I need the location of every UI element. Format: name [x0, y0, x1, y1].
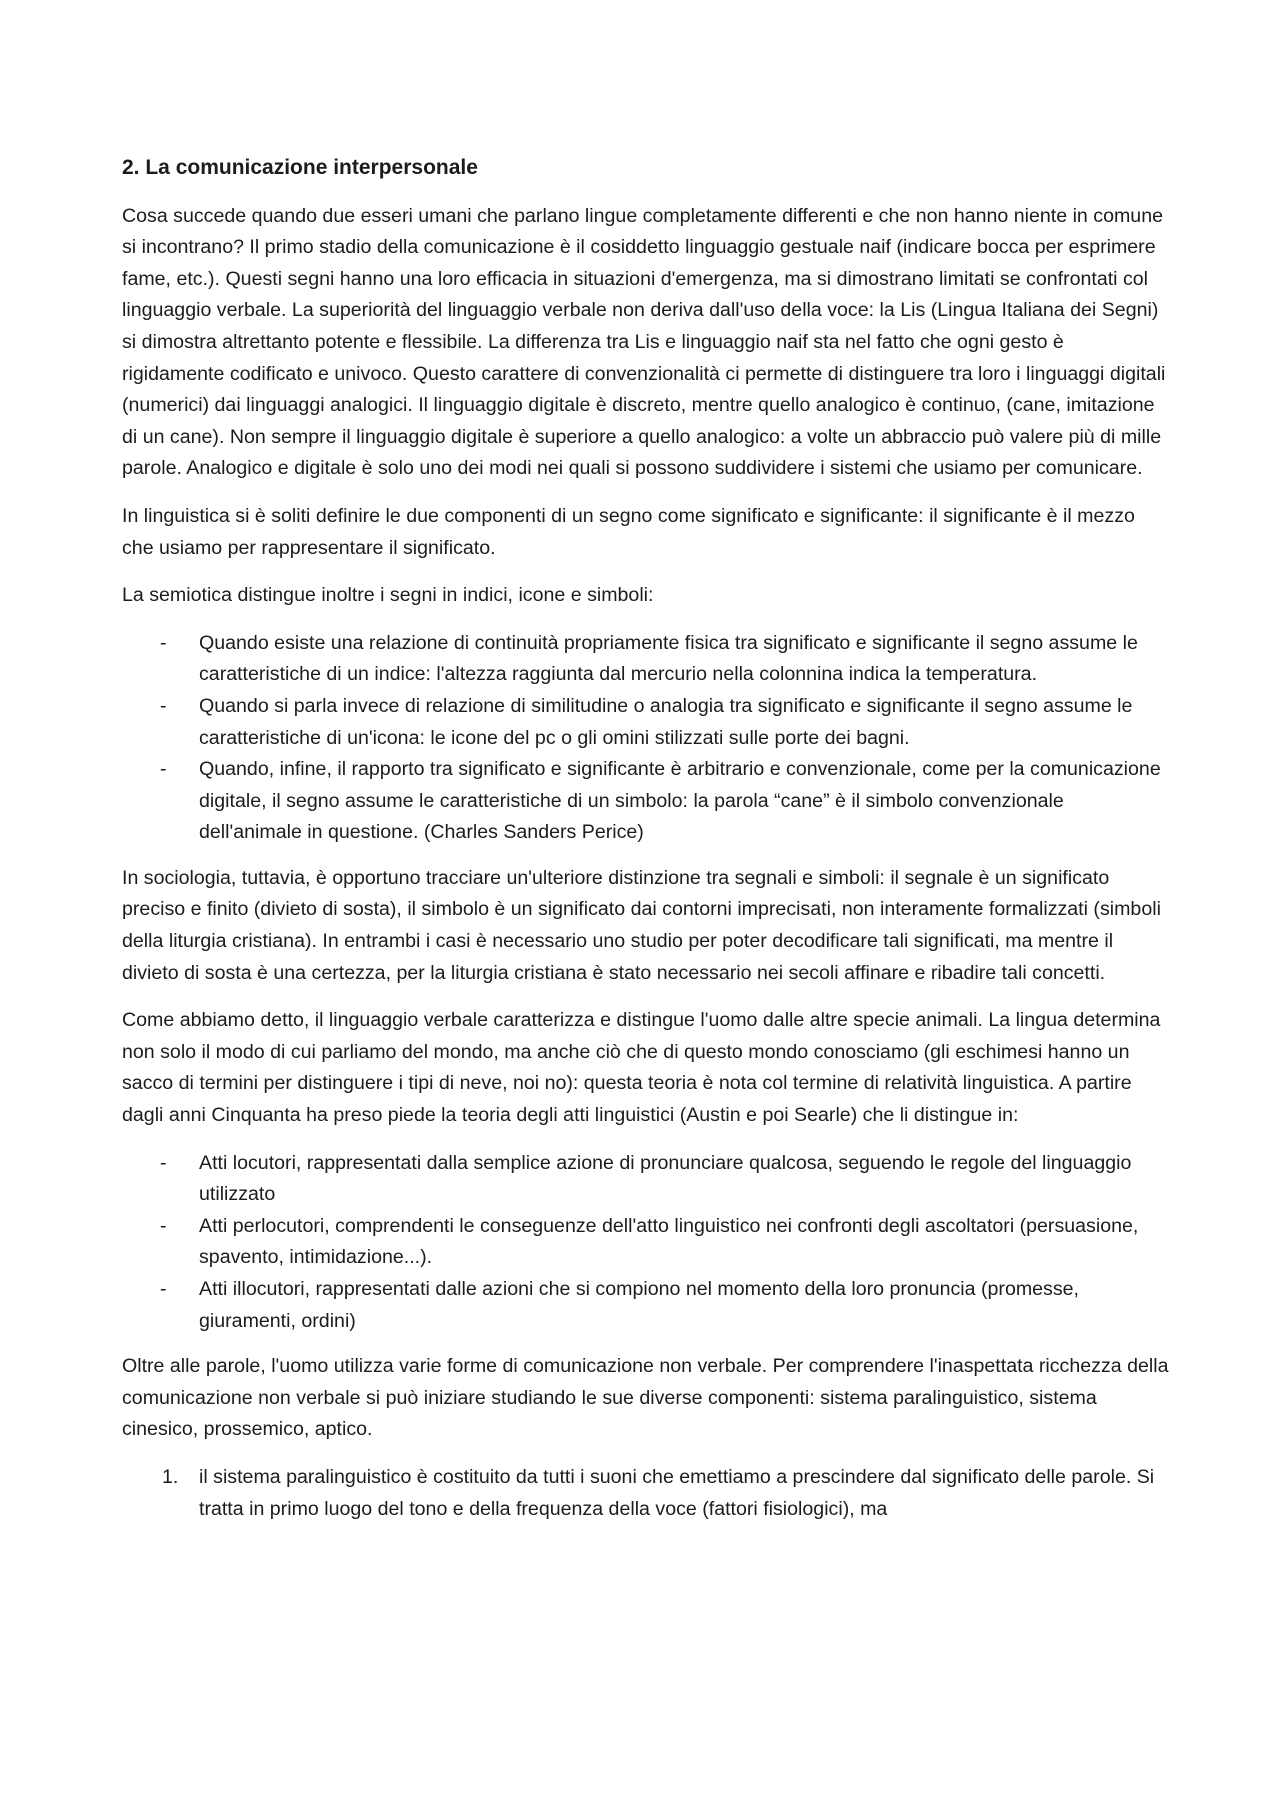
- paragraph-nonverbal-communication: Oltre alle parole, l'uomo utilizza varie forme di comunicazione non verbale. Per comprendere l'inaspettata ricchezza della comunicazione non verbale si può iniziare studiando le sue diverse componenti: sistema paralinguistico, sistema cinesico, prossemico, aptico.: [122, 1355, 1169, 1441]
- list-item: [122, 754, 1170, 849]
- list-marker: -: [160, 694, 167, 717]
- section-heading: 2. La comunicazione interpersonale: [122, 156, 478, 179]
- list-item-text: Quando esiste una relazione di continuità propriamente fisica tra significato e significante il segno assume le caratteristiche di un indice: l'altezza raggiunta dal mercurio nella colonnina indica la temperatura.: [199, 631, 1138, 686]
- list-item: [122, 1211, 1170, 1274]
- paragraph-verbal-language: Come abbiamo detto, il linguaggio verbale caratterizza e distingue l'uomo dalle altre specie animali. La lingua determina non solo il modo di cui parliamo del mondo, ma anche ciò che di questo mondo conosciamo (gli eschimesi hanno un sacco di termini per distinguere i tipi di neve, noi no): questa teoria è nota col termine di relatività linguistica. A partire dagli anni Cinquanta ha preso piede la teoria degli atti linguistici (Austin e poi Searle) che li distingue in:: [122, 1009, 1161, 1127]
- list-item: [122, 691, 1170, 754]
- list-item: [122, 1274, 1170, 1337]
- list-item: [122, 1148, 1170, 1211]
- list-nonverbal-components: [122, 1462, 1170, 1525]
- list-speech-acts: [122, 1148, 1170, 1338]
- list-sign-types: [122, 628, 1170, 849]
- list-item: [122, 628, 1170, 691]
- paragraph-sociology: In sociologia, tuttavia, è opportuno tracciare un'ulteriore distinzione tra segnali e simboli: il segnale è un significato preciso e finito (divieto di sosta), il simbolo è un significato dai contorni imprecisati, non interamente formalizzati (simboli della liturgia cristiana). In entrambi i casi è necessario uno studio per poter decodificare tali significati, ma mentre il divieto di sosta è una certezza, per la liturgia cristiana è stato necessario nei secoli affinare e ribadire tali concetti.: [122, 866, 1161, 984]
- paragraph-semiotics: La semiotica distingue inoltre i segni in indici, icone e simboli:: [122, 584, 654, 607]
- list-item-text: Atti perlocutori, comprendenti le conseguenze dell'atto linguistico nei confronti degli ascoltatori (persuasione, spavento, intimidazione...).: [199, 1214, 1139, 1269]
- list-item-text: il sistema paralinguistico è costituito da tutti i suoni che emettiamo a prescindere dal significato delle parole. Si tratta in primo luogo del tono e della frequenza della voce (fattori fisiologici), ma: [199, 1465, 1155, 1520]
- list-marker: -: [160, 1151, 167, 1174]
- list-item: [122, 1462, 1170, 1525]
- list-marker: -: [160, 758, 167, 781]
- list-marker: -: [160, 1214, 167, 1237]
- list-marker: 1.: [162, 1465, 179, 1488]
- paragraph-signifier: In linguistica si è soliti definire le due componenti di un segno come significato e significante: il significante è il mezzo che usiamo per rappresentare il significato.: [122, 504, 1135, 559]
- list-item-text: Atti illocutori, rappresentati dalle azioni che si compiono nel momento della loro pronuncia (promesse, giuramenti, ordini): [199, 1278, 1079, 1332]
- document-page: [122, 152, 1170, 1539]
- list-marker: -: [160, 1278, 167, 1300]
- paragraph-nonverbal-intro: Cosa succede quando due esseri umani che parlano lingue completamente differenti e che non hanno niente in comune si incontrano? Il primo stadio della comunicazione è il cosiddetto linguaggio gestuale naif (indicare bocca per esprimere fame, etc.). Questi segni hanno una loro efficacia in situazioni d'emergenza, ma si dimostrano limitati se confrontati col linguaggio verbale. La superiorità del linguaggio verbale non deriva dall'uso della voce: la Lis (Lingua Italiana dei Segni) si dimostra altrettanto potente e flessibile. La differenza tra Lis e linguaggio naif sta nel fatto che ogni gesto è rigidamente codificato e univoco. Questo carattere di convenzionalità ci permette di distinguere tra loro i linguaggi digitali (numerici) dai linguaggi analogici. Il linguaggio digitale è discreto, mentre quello analogico è continuo, (cane, imitazione di un cane). Non sempre il linguaggio digitale è superiore a quello analogico: a volte un abbraccio può valere più di mille parole. Analogico e digitale è solo uno dei modi nei quali si possono suddividere i sistemi che usiamo per comunicare.: [122, 204, 1166, 480]
- list-item-text: Quando, infine, il rapporto tra significato e significante è arbitrario e convenzionale, come per la comunicazione digitale, il segno assume le caratteristiche di un simbolo: la parola “cane” è il simbolo convenzionale dell'animale in questione. (Charles Sanders Perice): [199, 758, 1161, 844]
- list-item-text: Atti locutori, rappresentati dalla semplice azione di pronunciare qualcosa, seguendo le regole del linguaggio utilizzato: [199, 1151, 1132, 1206]
- list-item-text: Quando si parla invece di relazione di similitudine o analogia tra significato e significante il segno assume le caratteristiche di un'icona: le icone del pc o gli omini stilizzati sulle porte dei bagni.: [199, 694, 1133, 749]
- list-marker: -: [160, 631, 167, 654]
